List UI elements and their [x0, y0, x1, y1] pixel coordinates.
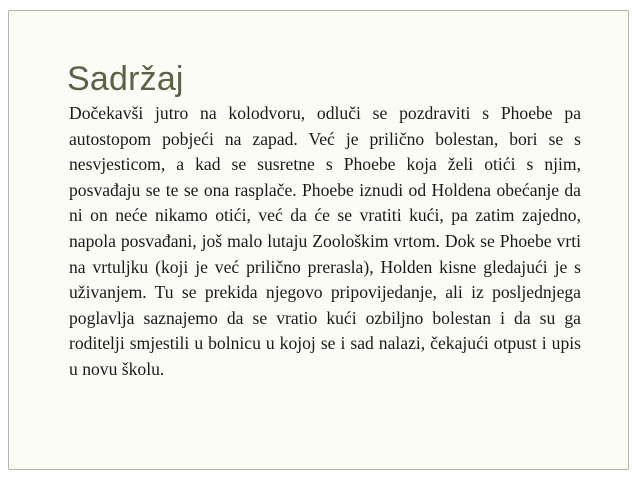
slide-title: Sadržaj	[67, 60, 184, 98]
slide-body-text: Dočekavši jutro na kolodvoru, odluči se pozdraviti s Phoebe pa autostopom pobjeći na zapad. Već je prilično bolestan, bori se s nesvjesticom, a kad se susretne s Phoebe koja želi otići s njim, posvađaju se te se ona rasplače. Phoebe iznudi od Holdena obećanje da ni on neće nikamo otići, već da će se vratiti kući, pa zatim zajedno, napola posvađani, još malo lutaju Zoološkim vrtom. Dok se Phoebe vrti na vrtuljku (koji je već prilično prerasla), Holden kisne gledajući je s uživanjem. Tu se prekida njegovo pripovijedanje, ali iz posljednjega poglavlja saznajemo da se vratio kući ozbiljno bolestan i da su ga roditelji smjestili u bolnicu u kojoj se i sad nalazi, čekajući otpust i upis u novu školu.	[69, 103, 581, 379]
slide-frame	[8, 10, 629, 470]
